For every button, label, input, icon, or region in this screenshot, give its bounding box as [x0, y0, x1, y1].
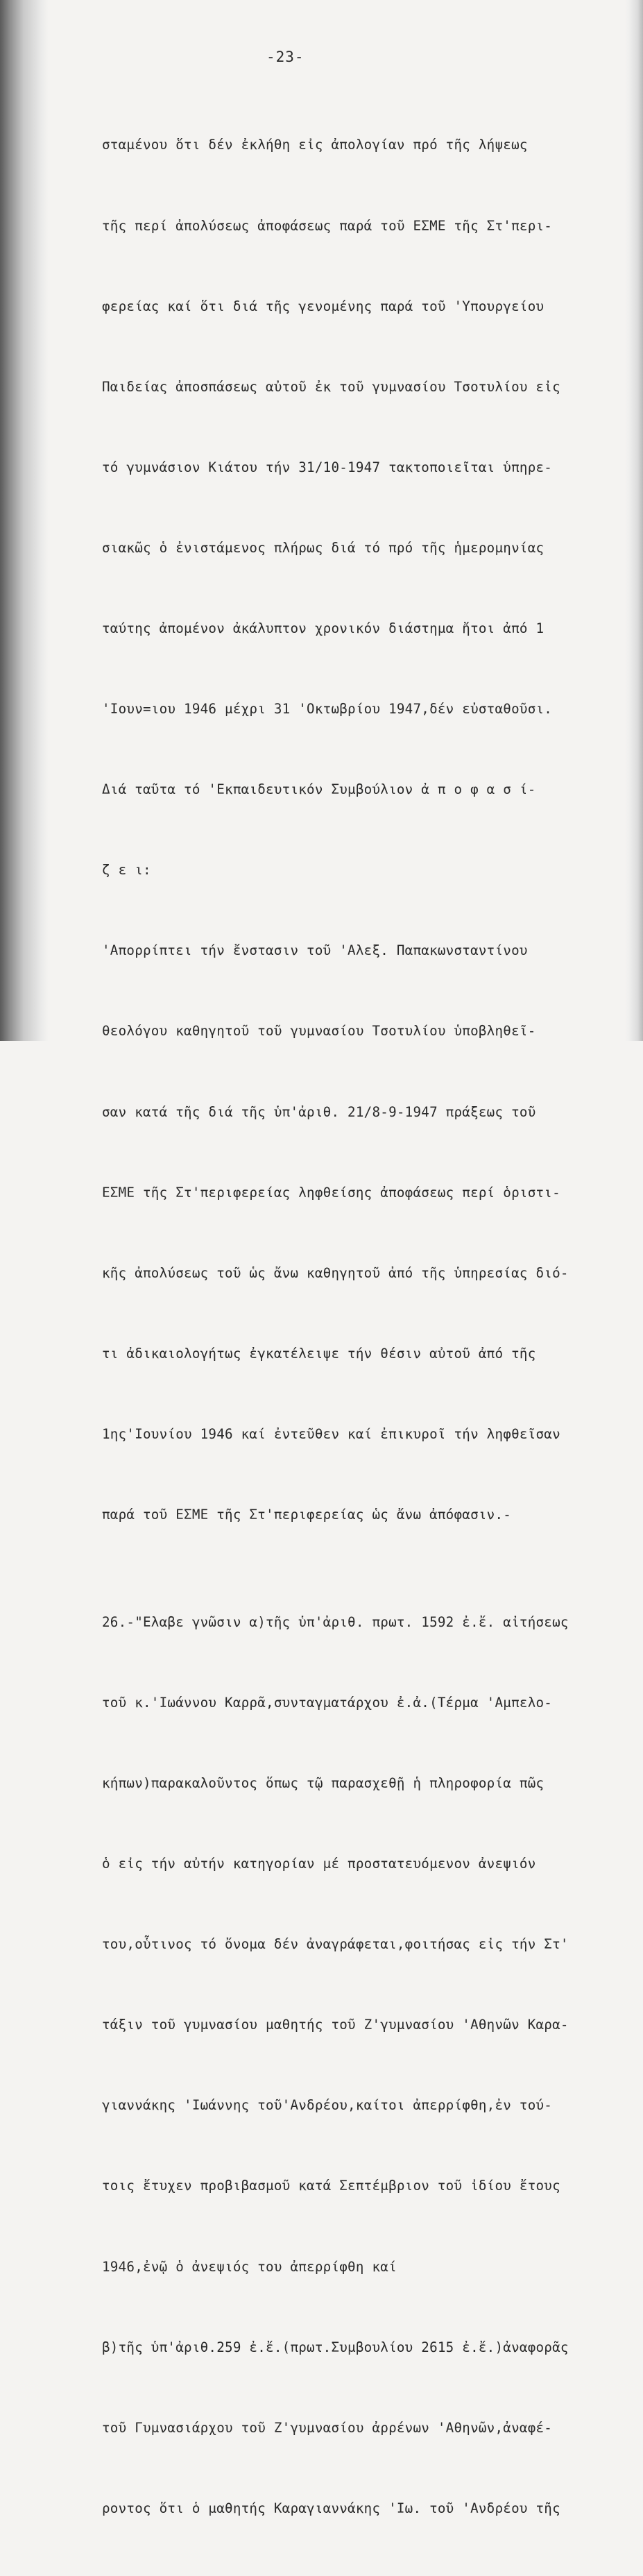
text-line: ταύτης ἀπομένον ἀκάλυπτον χρονικόν διάστημα ἤτοι ἀπό 1: [102, 620, 545, 636]
text-line: [102, 1582, 629, 1636]
text-line-content: 26.-"Ελαβε γνῶσιν α)τῆς ὑπ'ἀριθ. πρωτ. 1592 ἐ.ἔ. αἰτήσεως: [102, 1613, 569, 1630]
text-line: θεολόγου καθηγητοῦ τοῦ γυμνασίου Τσοτυλίου ὑποβληθεῖ-: [102, 1023, 536, 1040]
text-line: ροντος ὅτι ὁ μαθητής Καραγιαννάκης 'Ιω. τοῦ 'Ανδρέου τῆς: [102, 2500, 560, 2516]
text-line: Διά ταῦτα τό 'Εκπαιδευτικόν Συμβούλιον ἀ π ο φ α σ ί-: [102, 781, 536, 798]
text-line: σταμένου ὅτι δέν ἐκλήθη εἰς ἀπολογίαν πρό τῆς λήψεως: [102, 137, 528, 153]
text-line: 'Απορρίπτει τήν ἔνστασιν τοῦ 'Αλεξ. Παπακωνσταντίνου: [102, 942, 528, 959]
text-line: κῆς ἀπολύσεως τοῦ ὡς ἄνω καθηγητοῦ ἀπό τῆς ὑπηρεσίας διό-: [102, 1264, 569, 1281]
text-line: τοῦ κ.'Ιωάννου Καρρᾶ,συνταγματάρχου ἐ.ἀ.(Τέρμα 'Αμπελο-: [102, 1694, 553, 1711]
text-line: ὁ εἰς τήν αὐτήν κατηγορίαν μέ προστατευόμενον ἀνεψιόν: [102, 1856, 536, 1872]
text-line: τοῦ Γυμνασιάρχου τοῦ Ζ'γυμνασίου ἀρρένων 'Αθηνῶν,ἀναφέ-: [102, 2419, 553, 2436]
text-line: β)τῆς ὑπ'ἀριθ.259 ἐ.ἔ.(πρωτ.Συμβουλίου 2615 ἐ.ἔ.)ἀναφορᾶς: [102, 2339, 569, 2355]
text-line: 1ης'Ιουνίου 1946 καί ἐντεῦθεν καί ἐπικυροῖ τήν ληφθεῖσαν: [102, 1425, 560, 1442]
text-line: τῆς περί ἀπολύσεως ἀποφάσεως παρά τοῦ ΕΣΜΕ τῆς Στ'περι-: [102, 217, 553, 234]
text-line: του,οὗτινος τό ὄνομα δέν ἀναγράφεται,φοιτήσας εἰς τήν Στ': [102, 1936, 569, 1953]
text-line: ΕΣΜΕ τῆς Στ'περιφερείας ληφθείσης ἀποφάσεως περί ὁριστι-: [102, 1184, 560, 1201]
text-line: τοις ἔτυχεν προβιβασμοῦ κατά Σεπτέμβριον τοῦ ἰδίου ἔτους: [102, 2178, 560, 2194]
text-line: 1946,ἐνῷ ὁ ἀνεψιός του ἀπερρίφθη καί: [102, 2258, 397, 2275]
page-number: -23-: [266, 49, 305, 65]
text-line: ζ ε ι:: [102, 862, 151, 879]
text-line: τι ἀδικαιολογήτως ἐγκατέλειψε τήν θέσιν αὐτοῦ ἀπό τῆς: [102, 1345, 536, 1362]
text-line: σαν κατά τῆς διά τῆς ὑπ'ἀριθ. 21/8-9-1947 πράξεως τοῦ: [102, 1103, 536, 1120]
text-line: 'Ιουν=ιου 1946 μέχρι 31 'Οκτωβρίου 1947,δέν εὐσταθοῦσι.: [102, 701, 553, 718]
typed-text-body: [102, 78, 629, 2576]
text-line: γιαννάκης 'Ιωάννης τοῦ'Ανδρέου,καίτοι ἀπερρίφθη,ἐν τού-: [102, 2097, 553, 2114]
text-line: σιακῶς ὁ ἐνιστάμενος πλήρως διά τό πρό τῆς ἡμερομηνίας: [102, 539, 545, 556]
text-line: τάξιν τοῦ γυμνασίου μαθητής τοῦ Ζ'γυμνασίου 'Αθηνῶν Καρα-: [102, 2017, 569, 2033]
page-shadow-left: [0, 0, 49, 1041]
text-line: κήπων)παρακαλοῦντος ὅπως τῷ παρασχεθῇ ἡ πληροφορία πῶς: [102, 1774, 545, 1791]
text-line: Παιδείας ἀποσπάσεως αὐτοῦ ἐκ τοῦ γυμνασίου Τσοτυλίου εἰς: [102, 378, 560, 395]
text-line: φερείας καί ὅτι διά τῆς γενομένης παρά τοῦ 'Υπουργείου: [102, 298, 545, 314]
text-line: παρά τοῦ ΕΣΜΕ τῆς Στ'περιφερείας ὡς ἄνω ἀπόφασιν.-: [102, 1507, 512, 1523]
text-line: τό γυμνάσιον Κιάτου τήν 31/10-1947 τακτοποιεῖται ὑπηρε-: [102, 459, 553, 475]
